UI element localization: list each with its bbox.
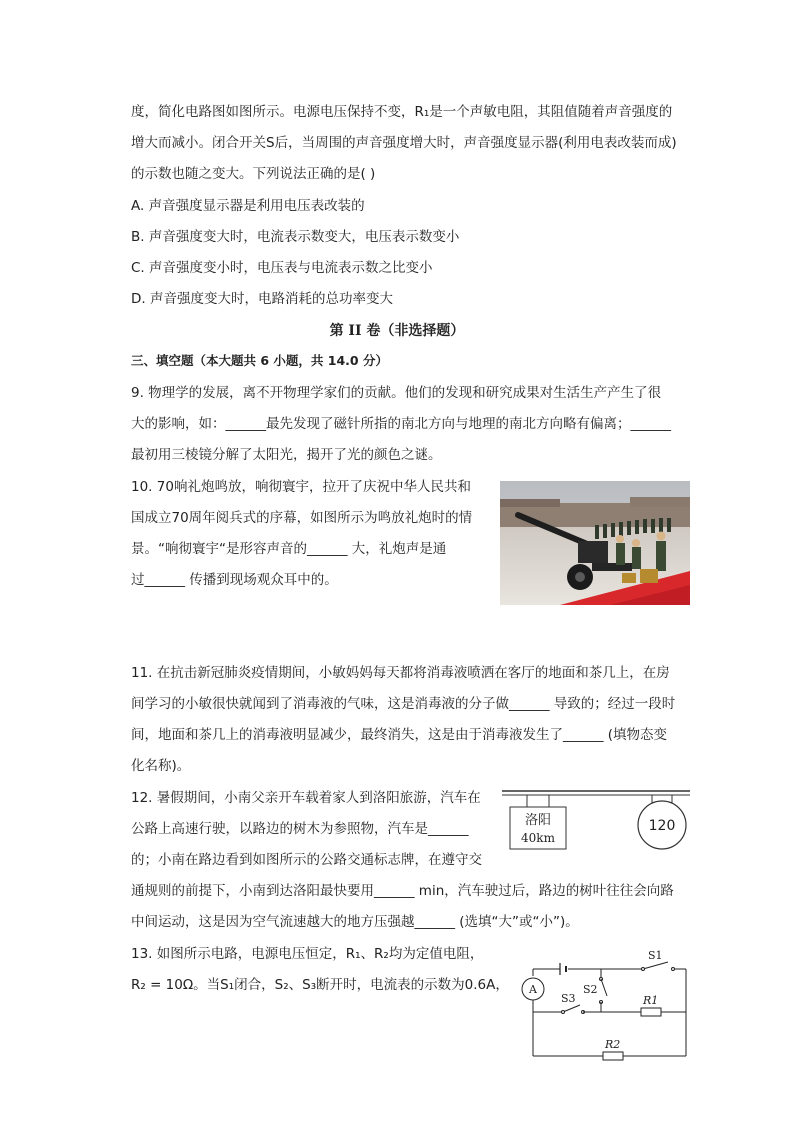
q8-option-a: A. 声音强度显示器是利用电压表改装的 <box>131 198 365 214</box>
q10-line-4: 过______ 传播到现场观众耳中的。 <box>131 572 338 588</box>
ammeter-label: A <box>529 983 537 996</box>
q12-line-1: 12. 暑假期间，小南父亲开车载着家人到洛阳旅游，汽车在 <box>131 790 481 806</box>
r1-label: R1 <box>643 994 659 1007</box>
section-3-heading: 三、填空题（本大题共 6 小题，共 14.0 分） <box>131 353 388 368</box>
sign-city-label: 洛阳 <box>524 813 552 828</box>
salute-cannon-photo <box>500 481 690 605</box>
q11-line-2: 间学习的小敏很快就闻到了消毒液的气味，这是消毒液的分子做______ 导致的；经过一段时 <box>131 696 676 712</box>
traffic-sign-figure <box>502 786 692 856</box>
q11-line-4: 化名称)。 <box>131 758 191 774</box>
s1-label: S1 <box>648 949 663 962</box>
q11-line-1: 11. 在抗击新冠肺炎疫情期间，小敏妈妈每天都将消毒液喷洒在客厅的地面和茶几上，在房 <box>131 665 670 681</box>
q12-line-3: 的；小南在路边看到如图所示的公路交通标志牌，在遵守交 <box>131 852 482 868</box>
r2-label: R2 <box>605 1038 621 1051</box>
circuit-diagram <box>508 944 698 1066</box>
q8-line-1: 度，简化电路图如图所示。电源电压保持不变，R₁是一个声敏电阻，其阻值随着声音强度的 <box>131 104 673 120</box>
q8-option-d: D. 声音强度变大时，电路消耗的总功率变大 <box>131 291 393 307</box>
q9-line-2: 大的影响，如：______最先发现了磁针所指的南北方向与地理的南北方向略有偏离；______ <box>131 416 671 432</box>
q9-line-1: 9. 物理学的发展，离不开物理学家们的贡献。他们的发现和研究成果对生活生产产生了很 <box>131 385 662 401</box>
q11-line-3: 间，地面和茶几上的消毒液明显减少，最终消失，这是由于消毒液发生了______ (填物态变 <box>131 727 668 743</box>
q13-line-1: 13. 如图所示电路，电源电压恒定，R₁、R₂均为定值电阻， <box>131 946 484 962</box>
q12-line-4: 通规则的前提下，小南到达洛阳最快要用______ min，汽车驶过后，路边的树叶往往会向路 <box>131 883 674 899</box>
q13-line-2: R₂ = 10Ω。当S₁闭合，S₂、S₃断开时，电流表的示数为0.6A， <box>131 977 509 993</box>
q8-option-b: B. 声音强度变大时，电流表示数变大，电压表示数变小 <box>131 229 460 245</box>
q8-option-c: C. 声音强度变小时，电压表与电流表示数之比变小 <box>131 260 433 276</box>
q10-line-2: 国成立70周年阅兵式的序幕，如图所示为鸣放礼炮时的情 <box>131 510 473 526</box>
q12-line-2: 公路上高速行驶，以路边的树木为参照物，汽车是______ <box>131 821 469 837</box>
s3-label: S3 <box>561 992 576 1005</box>
sign-distance-label: 40km <box>521 831 555 845</box>
q10-line-1: 10. 70响礼炮鸣放，响彻寰宇，拉开了庆祝中华人民共和 <box>131 479 471 495</box>
q12-line-5: 中间运动，这是因为空气流速越大的地方压强越______ (选填“大”或“小”)。 <box>131 914 579 930</box>
s2-label: S2 <box>583 983 598 996</box>
q10-line-3: 景。“响彻寰宇“是形容声音的______ 大，礼炮声是通 <box>131 541 447 557</box>
q9-line-3: 最初用三棱镜分解了太阳光，揭开了光的颜色之谜。 <box>131 447 442 463</box>
q8-line-3: 的示数也随之变大。下列说法正确的是( ) <box>131 166 376 182</box>
speed-limit-label: 120 <box>648 818 676 834</box>
q8-line-2: 增大而减小。闭合开关S后，当周围的声音强度增大时，声音强度显示器(利用电表改装而成) <box>131 135 677 151</box>
part-2-title: 第 II 卷（非选择题） <box>329 323 465 339</box>
